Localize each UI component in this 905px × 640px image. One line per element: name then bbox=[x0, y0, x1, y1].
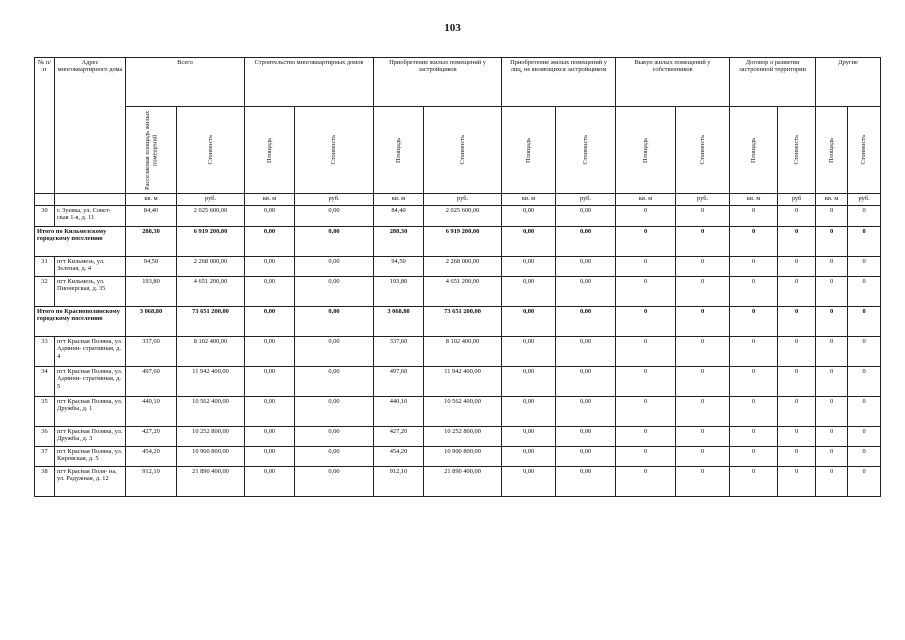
table-row bbox=[35, 337, 881, 367]
cell-value: 454,20 bbox=[374, 447, 424, 467]
unit-label: руб. bbox=[177, 194, 245, 206]
cell-value: 0 bbox=[616, 277, 676, 307]
cell-value: 0,00 bbox=[556, 277, 616, 307]
cell-value: 0,00 bbox=[502, 206, 556, 227]
header-buyout: Выкуп жилых помещений у собственников bbox=[616, 58, 730, 107]
subheader-cost: Стоимость bbox=[848, 107, 881, 194]
row-address: пгт Красная Поляна, ул. Дружбы, д. 1 bbox=[55, 397, 126, 427]
cell-value: 0 bbox=[730, 277, 778, 307]
subheader-cost: Стоимость bbox=[177, 107, 245, 194]
row-address: пгт Кильмезь, ул. Пионерская, д. 35 bbox=[55, 277, 126, 307]
cell-value: 0 bbox=[816, 257, 848, 277]
cell-value: 427,20 bbox=[374, 427, 424, 447]
cell-value: 0 bbox=[848, 257, 881, 277]
row-number: 37 bbox=[35, 447, 55, 467]
row-number: 35 bbox=[35, 397, 55, 427]
cell-value: 0,00 bbox=[556, 397, 616, 427]
cell-value: 0,00 bbox=[245, 206, 295, 227]
cell-value: 288,30 bbox=[126, 227, 177, 257]
subheader-area: Площадь bbox=[616, 107, 676, 194]
subheader-cost: Стоимость bbox=[778, 107, 816, 194]
cell-value: 0 bbox=[848, 367, 881, 397]
subheader-cost: Стоимость bbox=[676, 107, 730, 194]
unit-label: кв. м bbox=[245, 194, 295, 206]
cell-value: 440,10 bbox=[374, 397, 424, 427]
cell-value: 6 919 200,00 bbox=[177, 227, 245, 257]
cell-value: 0 bbox=[616, 206, 676, 227]
row-number: 36 bbox=[35, 427, 55, 447]
cell-value: 0,00 bbox=[502, 397, 556, 427]
cell-value: 10 252 800,00 bbox=[177, 427, 245, 447]
cell-value: 21 890 400,00 bbox=[424, 467, 502, 497]
cell-value: 0,00 bbox=[502, 367, 556, 397]
cell-value: 912,10 bbox=[374, 467, 424, 497]
cell-value: 0 bbox=[730, 397, 778, 427]
cell-value: 0,00 bbox=[556, 467, 616, 497]
header-total: Всего bbox=[126, 58, 245, 107]
row-address: пгт Красная Поляна, ул. Админи- стративная, д. 5 bbox=[55, 367, 126, 397]
row-address: пгт Кильмезь, ул. Зеленая, д. 4 bbox=[55, 257, 126, 277]
cell-value: 94,50 bbox=[374, 257, 424, 277]
cell-value: 288,30 bbox=[374, 227, 424, 257]
cell-value: 0 bbox=[816, 367, 848, 397]
cell-value: 10 562 400,00 bbox=[424, 397, 502, 427]
subheader-cost: Стоимость bbox=[295, 107, 374, 194]
row-number: 32 bbox=[35, 277, 55, 307]
cell-value: 8 102 400,00 bbox=[424, 337, 502, 367]
cell-value: 0,00 bbox=[295, 367, 374, 397]
cell-value: 0,00 bbox=[502, 227, 556, 257]
table-row bbox=[35, 427, 881, 447]
cell-value: 440,10 bbox=[126, 397, 177, 427]
cell-value: 10 900 800,00 bbox=[177, 447, 245, 467]
cell-value: 0 bbox=[778, 467, 816, 497]
cell-value: 0,00 bbox=[556, 227, 616, 257]
table-row bbox=[35, 206, 881, 227]
cell-value: 0 bbox=[816, 277, 848, 307]
cell-value: 0 bbox=[816, 206, 848, 227]
cell-value: 0,00 bbox=[245, 467, 295, 497]
cell-value: 2 025 600,00 bbox=[177, 206, 245, 227]
cell-value: 21 890 400,00 bbox=[177, 467, 245, 497]
cell-value: 0,00 bbox=[245, 277, 295, 307]
cell-value: 0,00 bbox=[245, 397, 295, 427]
cell-value: 0,00 bbox=[502, 277, 556, 307]
cell-value: 0 bbox=[616, 397, 676, 427]
cell-value: 0 bbox=[616, 227, 676, 257]
header-territory-agreement: Договор о развитии застроенной территории bbox=[730, 58, 816, 107]
cell-value: 337,60 bbox=[374, 337, 424, 367]
cell-value: 0 bbox=[730, 227, 778, 257]
cell-value: 0,00 bbox=[502, 427, 556, 447]
row-address: пгт Красная Поляна, ул. Дружбы, д. 3 bbox=[55, 427, 126, 447]
cell-value: 0,00 bbox=[502, 257, 556, 277]
cell-value: 0 bbox=[616, 257, 676, 277]
cell-value: 0,00 bbox=[502, 447, 556, 467]
cell-value: 0 bbox=[816, 307, 848, 337]
subheader-area: Площадь bbox=[502, 107, 556, 194]
cell-value: 0 bbox=[676, 307, 730, 337]
header-purchase-developers: Приобретение жилых помещений у застройщиков bbox=[374, 58, 502, 107]
unit-label: руб bbox=[778, 194, 816, 206]
table-row bbox=[35, 277, 881, 307]
cell-value: 0 bbox=[848, 227, 881, 257]
cell-value: 0,00 bbox=[245, 257, 295, 277]
cell-value: 0 bbox=[816, 467, 848, 497]
table-body bbox=[35, 206, 881, 497]
units-row bbox=[35, 194, 881, 206]
cell-value: 0,00 bbox=[295, 227, 374, 257]
cell-value: 94,50 bbox=[126, 257, 177, 277]
cell-value: 0 bbox=[816, 397, 848, 427]
unit-label: руб. bbox=[424, 194, 502, 206]
cell-value: 0 bbox=[730, 447, 778, 467]
cell-value: 497,60 bbox=[126, 367, 177, 397]
cell-value: 2 268 000,00 bbox=[177, 257, 245, 277]
cell-value: 0 bbox=[616, 427, 676, 447]
header-purchase-non-developers: Приобретение жилых помещений у лиц, не являющихся застройщиком bbox=[502, 58, 616, 107]
cell-value: 0 bbox=[730, 427, 778, 447]
table-row bbox=[35, 447, 881, 467]
cell-value: 0 bbox=[778, 206, 816, 227]
cell-value: 0 bbox=[616, 307, 676, 337]
subheader-area: Площадь bbox=[245, 107, 295, 194]
cell-value: 2 025 600,00 bbox=[424, 206, 502, 227]
cell-value: 0,00 bbox=[245, 447, 295, 467]
subheader-cost: Стоимость bbox=[424, 107, 502, 194]
cell-value: 0,00 bbox=[245, 367, 295, 397]
cell-value: 912,10 bbox=[126, 467, 177, 497]
table-row bbox=[35, 397, 881, 427]
subheader-area: Площадь bbox=[816, 107, 848, 194]
unit-label: кв. м bbox=[374, 194, 424, 206]
cell-value: 0 bbox=[676, 277, 730, 307]
resettlement-table bbox=[34, 57, 881, 497]
cell-value: 0 bbox=[616, 367, 676, 397]
cell-value: 0 bbox=[730, 206, 778, 227]
cell-value: 4 651 200,00 bbox=[177, 277, 245, 307]
cell-value: 0,00 bbox=[295, 447, 374, 467]
subheader-area: Площадь bbox=[730, 107, 778, 194]
cell-value: 0,00 bbox=[556, 367, 616, 397]
unit-label: руб. bbox=[556, 194, 616, 206]
cell-value: 0 bbox=[816, 427, 848, 447]
unit-label: кв. м bbox=[730, 194, 778, 206]
subheader-resettled-area: Расселяемая площадь жилых помещений bbox=[126, 107, 177, 194]
cell-value: 0 bbox=[730, 307, 778, 337]
cell-value: 193,80 bbox=[126, 277, 177, 307]
cell-value: 73 651 200,00 bbox=[424, 307, 502, 337]
cell-value: 84,40 bbox=[374, 206, 424, 227]
unit-label: руб. bbox=[676, 194, 730, 206]
cell-value: 0,00 bbox=[556, 427, 616, 447]
cell-value: 0,00 bbox=[245, 307, 295, 337]
cell-value: 0 bbox=[848, 427, 881, 447]
cell-value: 0 bbox=[848, 447, 881, 467]
cell-value: 0 bbox=[730, 257, 778, 277]
cell-value: 0 bbox=[848, 467, 881, 497]
cell-value: 3 068,80 bbox=[126, 307, 177, 337]
cell-value: 497,60 bbox=[374, 367, 424, 397]
row-number: 34 bbox=[35, 367, 55, 397]
unit-label: руб. bbox=[848, 194, 881, 206]
cell-value: 0 bbox=[676, 467, 730, 497]
cell-value: 0,00 bbox=[295, 427, 374, 447]
row-address: пгт Красная Поляна, ул. Кировская, д. 5 bbox=[55, 447, 126, 467]
unit-label: кв. м bbox=[816, 194, 848, 206]
row-address: пгт Красная Поля- на, ул. Радужная, д. 12 bbox=[55, 467, 126, 497]
cell-value: 0,00 bbox=[295, 277, 374, 307]
cell-value: 427,20 bbox=[126, 427, 177, 447]
cell-value: 0,00 bbox=[245, 337, 295, 367]
row-number: 31 bbox=[35, 257, 55, 277]
cell-value: 0,00 bbox=[556, 257, 616, 277]
cell-value: 0 bbox=[778, 427, 816, 447]
cell-value: 0,00 bbox=[556, 307, 616, 337]
cell-value: 11 942 400,00 bbox=[424, 367, 502, 397]
cell-value: 0 bbox=[676, 257, 730, 277]
cell-value: 0,00 bbox=[295, 307, 374, 337]
cell-value: 0 bbox=[676, 427, 730, 447]
cell-value: 0 bbox=[816, 337, 848, 367]
header-num: № п/п bbox=[35, 58, 55, 194]
cell-value: 10 562 400,00 bbox=[177, 397, 245, 427]
cell-value: 3 068,80 bbox=[374, 307, 424, 337]
cell-value: 0,00 bbox=[556, 206, 616, 227]
cell-value: 0,00 bbox=[502, 337, 556, 367]
row-address: г. Зуевка, ул. Совет- ская 1-я, д. 11 bbox=[55, 206, 126, 227]
cell-value: 0 bbox=[848, 277, 881, 307]
cell-value: 0 bbox=[616, 447, 676, 467]
cell-value: 193,80 bbox=[374, 277, 424, 307]
row-number: 30 bbox=[35, 206, 55, 227]
cell-value: 337,60 bbox=[126, 337, 177, 367]
cell-value: 0 bbox=[676, 447, 730, 467]
cell-value: 0 bbox=[676, 337, 730, 367]
cell-value: 0,00 bbox=[295, 337, 374, 367]
cell-value: 10 252 800,00 bbox=[424, 427, 502, 447]
cell-value: 0 bbox=[778, 227, 816, 257]
cell-value: 0 bbox=[778, 397, 816, 427]
cell-value: 0 bbox=[730, 337, 778, 367]
cell-value: 0 bbox=[616, 337, 676, 367]
header-address: Адрес многоквартирного дома bbox=[55, 58, 126, 194]
cell-value: 0 bbox=[848, 206, 881, 227]
unit-label: кв. м bbox=[126, 194, 177, 206]
cell-value: 8 102 400,00 bbox=[177, 337, 245, 367]
cell-value: 10 900 800,00 bbox=[424, 447, 502, 467]
cell-value: 11 942 400,00 bbox=[177, 367, 245, 397]
cell-value: 0 bbox=[778, 337, 816, 367]
unit-label: руб. bbox=[295, 194, 374, 206]
cell-value: 0 bbox=[730, 367, 778, 397]
cell-value: 0,00 bbox=[295, 397, 374, 427]
cell-value: 0 bbox=[778, 277, 816, 307]
subheader-area: Площадь bbox=[374, 107, 424, 194]
cell-value: 0 bbox=[676, 397, 730, 427]
cell-value: 0,00 bbox=[295, 467, 374, 497]
total-row bbox=[35, 307, 881, 337]
cell-value: 0 bbox=[848, 307, 881, 337]
cell-value: 0,00 bbox=[245, 227, 295, 257]
cell-value: 0,00 bbox=[556, 447, 616, 467]
cell-value: 0 bbox=[816, 227, 848, 257]
cell-value: 0 bbox=[848, 397, 881, 427]
cell-value: 0 bbox=[816, 447, 848, 467]
cell-value: 84,40 bbox=[126, 206, 177, 227]
total-label: Итого по Краснополянскому городскому поселению bbox=[35, 307, 126, 337]
cell-value: 4 651 200,00 bbox=[424, 277, 502, 307]
cell-value: 454,20 bbox=[126, 447, 177, 467]
table-row bbox=[35, 467, 881, 497]
row-number: 33 bbox=[35, 337, 55, 367]
row-address: пгт Красная Поляна, ул. Админи- стративная, д. 4 bbox=[55, 337, 126, 367]
cell-value: 0 bbox=[778, 307, 816, 337]
cell-value: 73 651 200,00 bbox=[177, 307, 245, 337]
subheader-cost: Стоимость bbox=[556, 107, 616, 194]
cell-value: 0,00 bbox=[502, 307, 556, 337]
cell-value: 0 bbox=[676, 227, 730, 257]
cell-value: 0 bbox=[676, 206, 730, 227]
cell-value: 0 bbox=[778, 367, 816, 397]
cell-value: 2 268 000,00 bbox=[424, 257, 502, 277]
cell-value: 0 bbox=[730, 467, 778, 497]
cell-value: 0,00 bbox=[295, 206, 374, 227]
cell-value: 0,00 bbox=[245, 427, 295, 447]
row-number: 38 bbox=[35, 467, 55, 497]
cell-value: 0,00 bbox=[295, 257, 374, 277]
header-construction: Строительство многоквартирных домов bbox=[245, 58, 374, 107]
cell-value: 0,00 bbox=[556, 337, 616, 367]
total-row bbox=[35, 227, 881, 257]
cell-value: 6 919 200,00 bbox=[424, 227, 502, 257]
cell-value: 0 bbox=[848, 337, 881, 367]
unit-label: кв. м bbox=[616, 194, 676, 206]
cell-value: 0 bbox=[676, 367, 730, 397]
unit-label: кв. м bbox=[502, 194, 556, 206]
cell-value: 0 bbox=[778, 257, 816, 277]
cell-value: 0,00 bbox=[502, 467, 556, 497]
cell-value: 0 bbox=[778, 447, 816, 467]
table-row bbox=[35, 367, 881, 397]
page-number: 103 bbox=[444, 22, 461, 34]
total-label: Итого по Кильмезскому городскому поселению bbox=[35, 227, 126, 257]
cell-value: 0 bbox=[616, 467, 676, 497]
table-row bbox=[35, 257, 881, 277]
header-other: Другие bbox=[816, 58, 881, 107]
